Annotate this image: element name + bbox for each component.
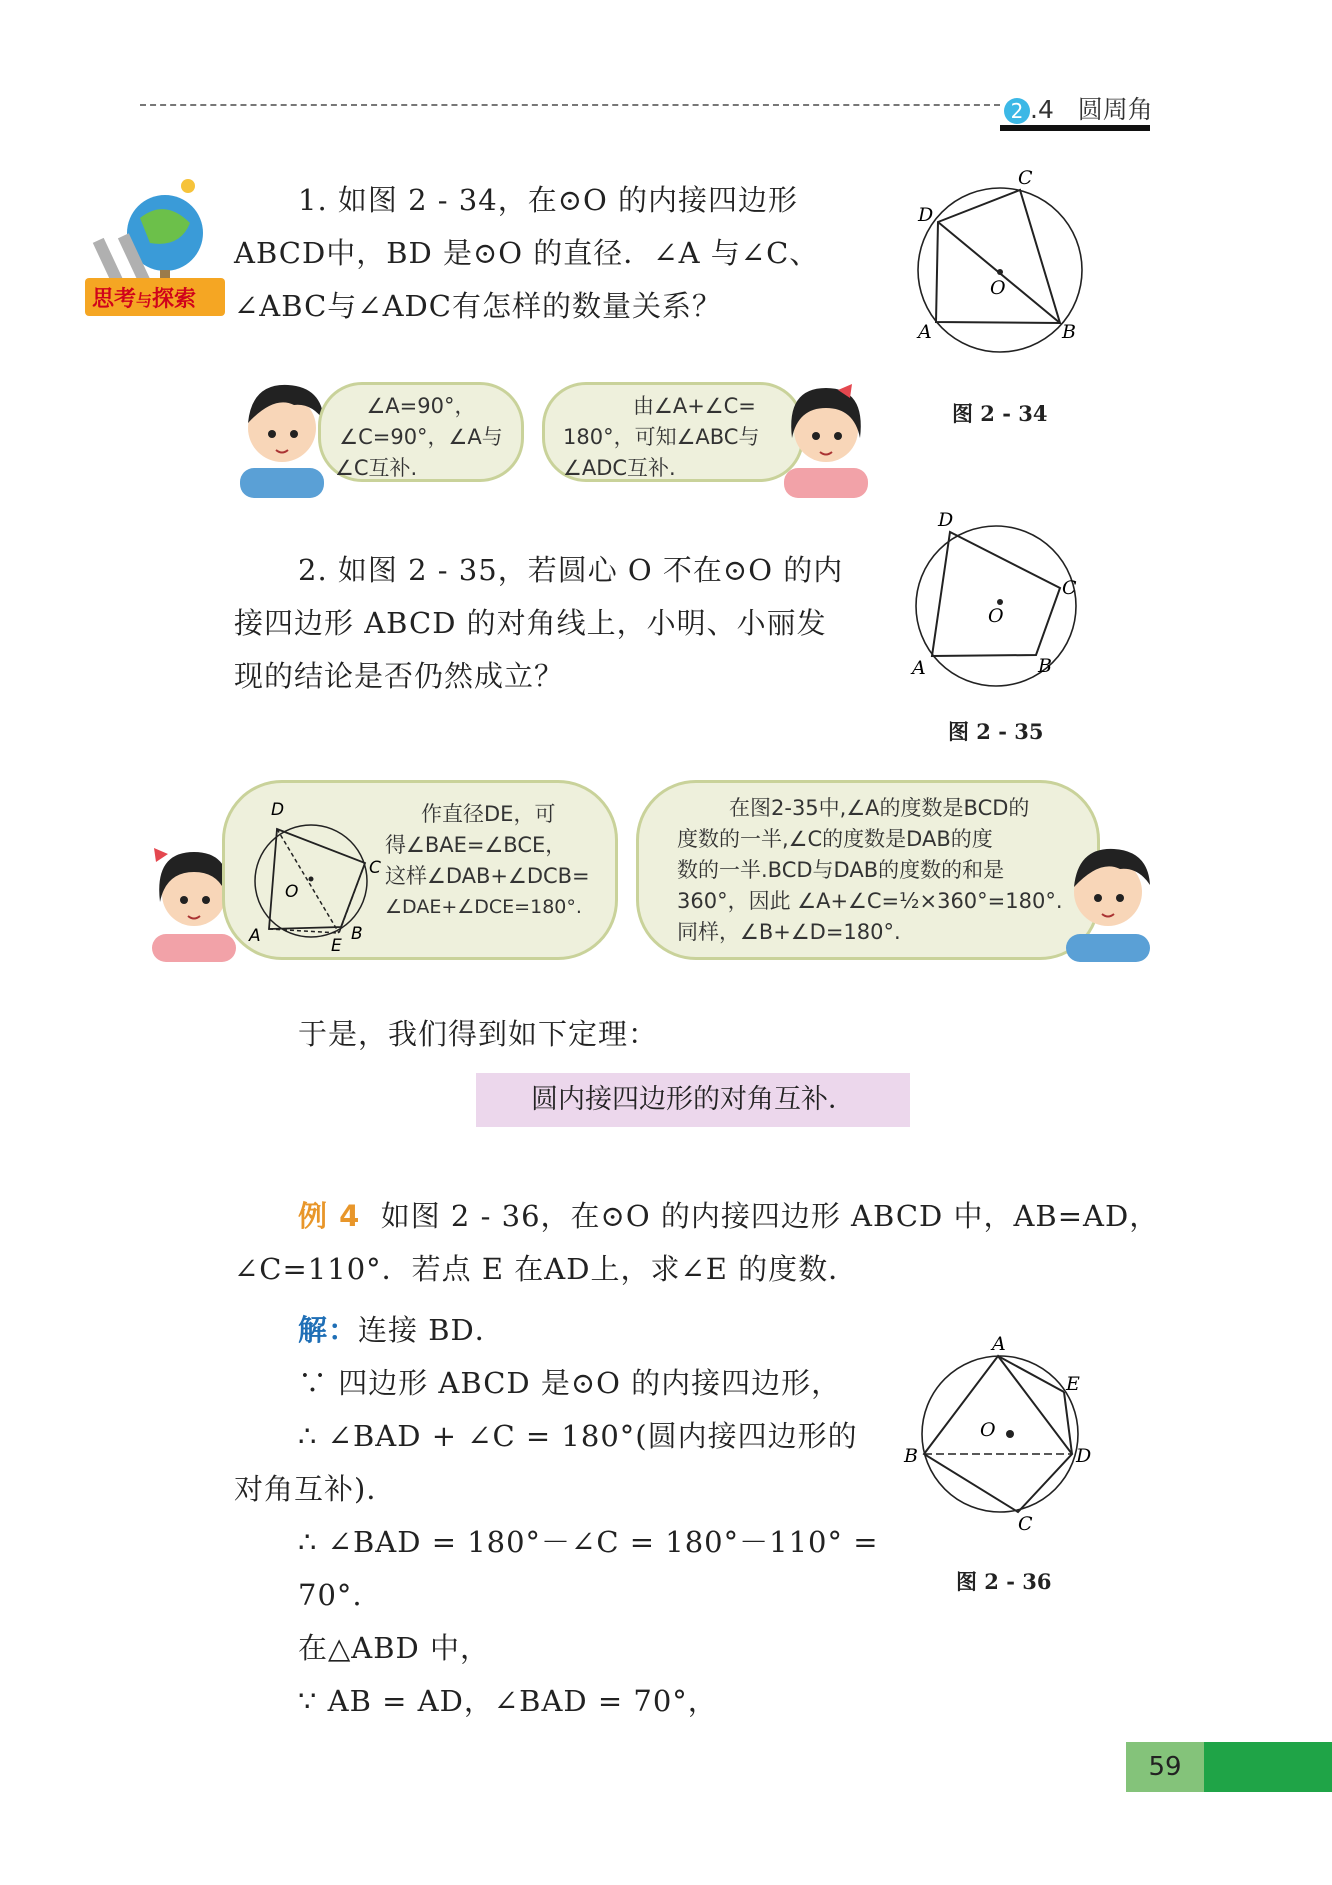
bubble3-label-o: O [285, 882, 299, 902]
bubble4-line-3: 数的一半.BCD与DAB的度数的和是 [677, 858, 1005, 882]
page-edge-bar [1204, 1742, 1332, 1792]
q1-line-1: 1. 如图 2 - 34，在⊙O 的内接四边形 [298, 183, 798, 217]
bubble3-label-b: B [351, 924, 363, 944]
fig35-label-a: A [912, 657, 926, 679]
boy-character-icon [1062, 842, 1154, 962]
figure-2-35-diagram [896, 510, 1096, 690]
example-4 [234, 1190, 1178, 1296]
bubble2-line-3: ∠ADC互补. [563, 456, 676, 480]
question-1 [234, 174, 858, 333]
solution-line-6: 在△ABD 中， [298, 1631, 491, 1665]
q1-line-3: ∠ABC与∠ADC有怎样的数量关系？ [234, 289, 722, 323]
example-label: 例 4 [298, 1199, 361, 1233]
bubble3-line-2: 得∠BAE=∠BCE， [385, 833, 567, 857]
bubble3-label-e: E [331, 936, 342, 953]
header-underline [1000, 125, 1150, 131]
page-number: 59 [1148, 1752, 1182, 1782]
badge-text-think: 思考 [92, 287, 137, 312]
fig36-label-e: E [1066, 1373, 1080, 1395]
bubble3-text [385, 799, 613, 923]
fig34-label-o: O [990, 277, 1006, 299]
theorem-box: 圆内接四边形的对角互补． [476, 1073, 910, 1127]
section-heading [1004, 90, 1153, 126]
speech-bubble-3 [222, 780, 618, 960]
fig35-label-d: D [938, 510, 954, 531]
fig35-label-o: O [988, 605, 1004, 627]
example-line-1: 如图 2 - 36，在⊙O 的内接四边形 ABCD 中，AB=AD， [380, 1199, 1160, 1233]
solution-line-5: ∴ ∠BAD = 180°－∠C = 180°－110° = 70°. [298, 1525, 879, 1612]
fig36-label-a: A [992, 1334, 1006, 1355]
bubble3-label-d: D [271, 800, 285, 820]
fig35-label-c: C [1062, 577, 1077, 599]
speech-bubble-1 [318, 382, 524, 482]
header-dashed-line [140, 104, 1000, 106]
solution-label: 解： [298, 1313, 359, 1347]
section-number-rest: .4 [1030, 95, 1054, 124]
bubble3-label-a: A [249, 926, 261, 946]
bubble1-line-1: ∠A=90°， [366, 394, 476, 418]
bubble4-line-5: 同样，∠B+∠D=180°. [677, 920, 901, 944]
intro-text: 于是，我们得到如下定理： [298, 1017, 659, 1051]
think-explore-badge [80, 178, 230, 318]
bubble3-line-4: ∠DAE+∠DCE=180°. [385, 896, 582, 918]
solution-line-2: ∵ 四边形 ABCD 是⊙O 的内接四边形， [298, 1366, 842, 1400]
fig34-label-b: B [1062, 321, 1076, 343]
speech-bubble-2 [542, 382, 804, 482]
q2-line-2: 接四边形 ABCD 的对角线上，小明、小丽发 [234, 606, 827, 640]
fig35-label-b: B [1038, 655, 1052, 677]
bubble1-line-3: ∠C互补. [335, 456, 418, 480]
bubble4-line-1: 在图2-35中,∠A的度数是BCD的 [729, 796, 1030, 820]
bubble3-line-3: 这样∠DAB+∠DCB= [385, 864, 590, 888]
bubble4-line-4: 360°，因此 ∠A+∠C=½×360°=180°. [677, 889, 1063, 913]
fig34-label-a: A [918, 321, 932, 343]
badge-text-explore: 探索 [152, 287, 197, 312]
badge-text-and: 与 [136, 291, 153, 310]
bubble2-line-1: 由∠A+∠C= [633, 394, 756, 418]
solution-line-7: ∵ AB = AD，∠BAD = 70°， [298, 1684, 718, 1718]
fig36-label-c: C [1018, 1513, 1033, 1534]
boy-avatar-1 [236, 378, 328, 498]
girl-character-icon [780, 378, 872, 498]
fig36-label-b: B [904, 1445, 918, 1467]
question-2 [234, 544, 858, 703]
fig34-label-c: C [1018, 170, 1033, 189]
girl-avatar-1 [780, 378, 872, 498]
section-number-circle: 2 [1004, 98, 1030, 124]
example-line-2: ∠C=110°．若点 E 在AD上，求∠E 的度数． [234, 1252, 859, 1286]
figure-2-36 [900, 1334, 1100, 1534]
fig36-label-d: D [1076, 1445, 1092, 1467]
figure-2-35-caption: 图 2 - 35 [948, 719, 1044, 744]
boy-avatar-2 [1062, 842, 1154, 962]
q2-line-3: 现的结论是否仍然成立？ [234, 659, 565, 693]
boy-character-icon [236, 378, 328, 498]
bubble1-line-2: ∠C=90°，∠A与 [339, 425, 503, 449]
bubble3-line-1: 作直径DE，可 [421, 802, 556, 826]
bubble3-label-c: C [369, 858, 381, 878]
figure-2-34-caption: 图 2 - 34 [952, 401, 1048, 426]
solution [234, 1304, 918, 1728]
q1-line-2: ABCD中，BD 是⊙O 的直径．∠A 与∠C、 [234, 236, 820, 270]
section-title: 圆周角 [1077, 95, 1153, 124]
speech-bubble-4 [636, 780, 1100, 960]
figure-2-36-diagram [900, 1334, 1100, 1534]
bubble4-line-2: 度数的一半,∠C的度数是DAB的度 [677, 827, 993, 851]
bubble2-line-2: 180°，可知∠ABC与 [563, 425, 760, 449]
figure-2-34-diagram [900, 170, 1100, 360]
bubble3-diagram [235, 793, 385, 953]
q2-line-1: 2. 如图 2 - 35，若圆心 O 不在⊙O 的内 [298, 553, 844, 587]
figure-2-35 [896, 510, 1096, 690]
figure-2-34 [900, 170, 1100, 360]
solution-line-3: ∴ ∠BAD + ∠C = 180°(圆内接四边形的 [298, 1419, 858, 1453]
solution-line-4: 对角互补)． [234, 1472, 397, 1506]
fig36-label-o: O [980, 1419, 996, 1441]
figure-2-36-caption: 图 2 - 36 [956, 1569, 1052, 1594]
solution-line-1: 连接 BD． [358, 1313, 505, 1347]
fig34-label-d: D [918, 204, 934, 226]
